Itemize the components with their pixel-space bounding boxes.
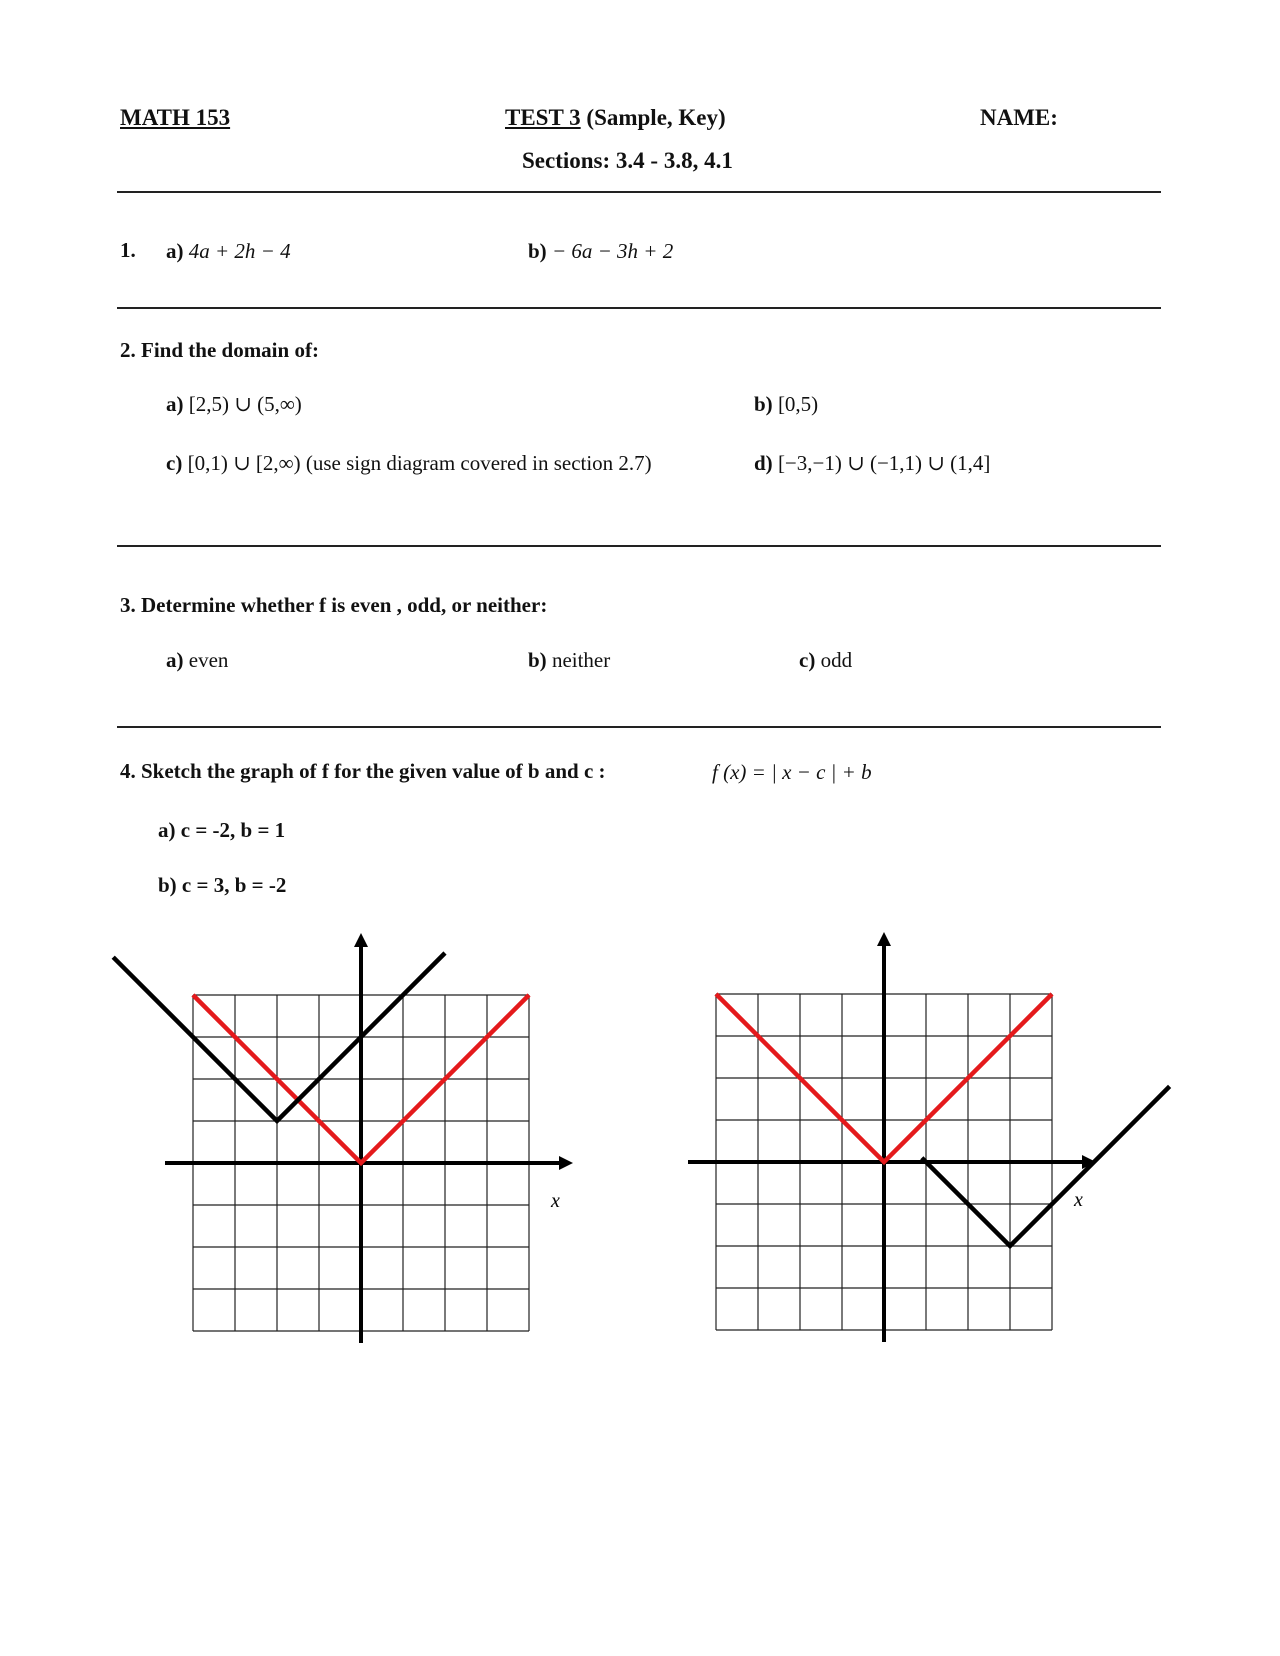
q2-title: 2. Find the domain of: bbox=[120, 338, 319, 362]
q1-number: 1. bbox=[120, 238, 136, 262]
q3-title: 3. Determine whether f is even , odd, or neither: bbox=[120, 593, 548, 617]
graph-b-y-axis-arrow bbox=[877, 932, 891, 946]
course-title: MATH 153 bbox=[120, 105, 231, 130]
q2-answer-c: c) [0,1) ∪ [2,∞) (use sign diagram covered in section 2.7) bbox=[166, 451, 652, 475]
graph-b-x-label: x bbox=[1074, 1189, 1083, 1211]
q1-answer-a: a) 4a + 2h − 4 bbox=[166, 239, 291, 263]
q2-answer-a: a) [2,5) ∪ (5,∞) bbox=[166, 392, 302, 416]
graph-a-x-label: x bbox=[551, 1190, 560, 1212]
q3-answer-b: b) neither bbox=[528, 648, 611, 672]
q3-answer-c: c) odd bbox=[799, 648, 853, 672]
q4-formula: f (x) = | x − c | + b bbox=[712, 760, 872, 784]
test-suffix: (Sample, Key) bbox=[586, 105, 726, 130]
q2-answer-b: b) [0,5) bbox=[754, 392, 819, 416]
q2-answer-d: d) [−3,−1) ∪ (−1,1) ∪ (1,4] bbox=[754, 451, 991, 475]
name-label: NAME: bbox=[980, 105, 1058, 130]
sections-subtitle: Sections: 3.4 - 3.8, 4.1 bbox=[522, 148, 733, 173]
q4-params-b: b) c = 3, b = -2 bbox=[158, 873, 287, 897]
q4-params-a: a) c = -2, b = 1 bbox=[158, 818, 286, 842]
test-number: TEST 3 bbox=[505, 105, 581, 130]
q4-title: 4. Sketch the graph of f for the given value of b and c : bbox=[120, 759, 606, 783]
q1-answer-b: b) − 6a − 3h + 2 bbox=[528, 239, 674, 263]
graph-b-answer-curve bbox=[922, 1086, 1170, 1246]
q3-answer-a: a) even bbox=[166, 648, 229, 672]
